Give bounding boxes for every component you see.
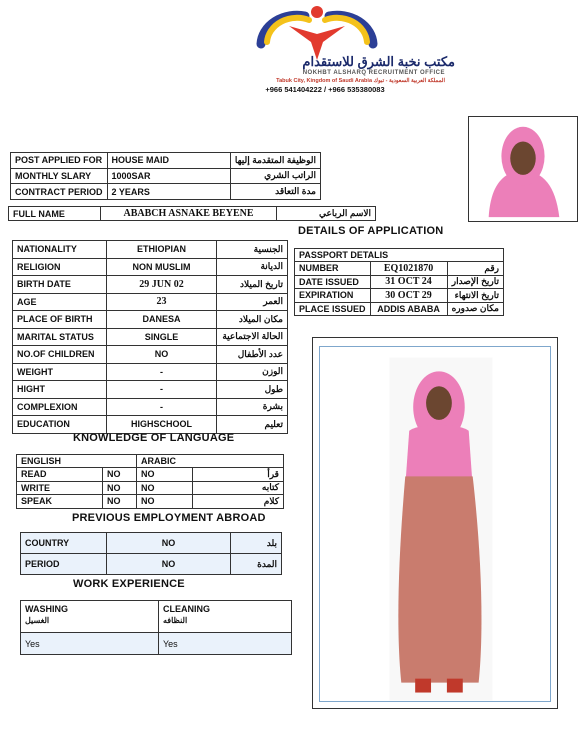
value: NO	[107, 554, 231, 575]
passport-table	[294, 248, 504, 316]
work-value: Yes	[21, 633, 159, 655]
passport-title: PASSPORT DETALIS	[295, 249, 504, 262]
label: PERIOD	[21, 554, 107, 575]
employment-title: PREVIOUS EMPLOYMENT ABROAD	[72, 512, 266, 524]
value: HIGHSCHOOL	[107, 416, 217, 434]
work-label: CLEANING	[163, 604, 210, 614]
table-row	[17, 481, 284, 495]
label: BIRTH DATE	[13, 276, 107, 294]
company-arabic-name: مكتب نخبة الشرق للاستقدام	[302, 54, 455, 69]
label: READ	[17, 468, 103, 482]
arabic-label: قرأ	[193, 468, 284, 482]
label: WEIGHT	[13, 363, 107, 381]
language-table	[16, 454, 284, 509]
company-phones: +966 541404222 / +966 535380083	[265, 85, 385, 94]
label: SPEAK	[17, 495, 103, 509]
label: COMPLEXION	[13, 398, 107, 416]
company-english-name: NOKHBT ALSHARQ RECRUITMENT OFFICE	[302, 70, 445, 76]
label: COUNTRY	[21, 533, 107, 554]
table-row	[295, 275, 504, 289]
value: 30 OCT 29	[370, 289, 447, 303]
arabic-label: الراتب الشري	[230, 168, 320, 184]
table-row	[17, 455, 284, 468]
portrait-photo	[468, 116, 578, 222]
table-row	[21, 554, 282, 575]
full-name-value: ABABCH ASNAKE BEYENE	[101, 207, 277, 221]
table-row	[13, 241, 288, 259]
work-label: WASHING	[25, 604, 69, 614]
value: 2 YEARS	[107, 184, 230, 200]
table-row	[21, 633, 292, 655]
table-row	[13, 311, 288, 329]
arabic-label: العمر	[217, 293, 288, 311]
details-title: DETAILS OF APPLICATION	[298, 225, 444, 237]
arabic-label: رقم	[447, 262, 503, 276]
table-row	[13, 416, 288, 434]
language-title: KNOWLEDGE OF LANGUAGE	[73, 432, 235, 444]
label: RELIGION	[13, 258, 107, 276]
label: NUMBER	[295, 262, 371, 276]
arabic-label: تاريخ الإصدار	[447, 275, 503, 289]
table-row	[295, 249, 504, 262]
table-row	[21, 533, 282, 554]
table-row	[17, 495, 284, 509]
post-table	[10, 152, 321, 200]
header	[185, 4, 465, 96]
arabic-label: كتابه	[193, 481, 284, 495]
arabic-header: ARABIC	[137, 455, 284, 468]
table-row	[11, 153, 321, 169]
company-address: Tabuk City, Kingdom of Saudi Arabia المملكة العربية السعودية - تبوك	[276, 78, 445, 84]
label: MONTHLY SLARY	[11, 168, 108, 184]
work-item-cleaning	[159, 601, 292, 633]
employment-table	[20, 532, 282, 575]
label: CONTRACT PERIOD	[11, 184, 108, 200]
table-row	[13, 328, 288, 346]
value: 31 OCT 24	[370, 275, 447, 289]
label: EXPIRATION	[295, 289, 371, 303]
value: 29 JUN 02	[107, 276, 217, 294]
full-name-table	[8, 206, 376, 221]
label: AGE	[13, 293, 107, 311]
english-value: NO	[103, 468, 137, 482]
label: NO.OF CHILDREN	[13, 346, 107, 364]
arabic-label: الوزن	[217, 363, 288, 381]
value: -	[107, 381, 217, 399]
work-title: WORK EXPERIENCE	[73, 578, 185, 590]
value: 23	[107, 293, 217, 311]
arabic-value: NO	[137, 481, 193, 495]
table-row	[13, 293, 288, 311]
label: MARITAL STATUS	[13, 328, 107, 346]
value: ADDIS ABABA	[370, 302, 447, 316]
arabic-label: مدة التعاقد	[230, 184, 320, 200]
arabic-label: مكان صدوره	[447, 302, 503, 316]
arabic-label: طول	[217, 381, 288, 399]
table-row	[11, 184, 321, 200]
arabic-label: الحالة الاجتماعية	[217, 328, 288, 346]
label: PLACE OF BIRTH	[13, 311, 107, 329]
table-row	[13, 363, 288, 381]
table-row	[17, 468, 284, 482]
arabic-label: عدد الأطفال	[217, 346, 288, 364]
label: NATIONALITY	[13, 241, 107, 259]
full-name-arabic: الاسم الرباعي	[277, 207, 376, 221]
arabic-label: بشرة	[217, 398, 288, 416]
value: NO	[107, 533, 231, 554]
arabic-label: تعليم	[217, 416, 288, 434]
arabic-label: الديانة	[217, 258, 288, 276]
value: ETHIOPIAN	[107, 241, 217, 259]
value: NO	[107, 346, 217, 364]
personal-table	[12, 240, 288, 434]
arabic-label: مكان الميلاد	[217, 311, 288, 329]
arabic-value: NO	[137, 495, 193, 509]
value: 1000SAR	[107, 168, 230, 184]
arabic-label: بلد	[231, 533, 282, 554]
english-value: NO	[103, 481, 137, 495]
label: EDUCATION	[13, 416, 107, 434]
label: WRITE	[17, 481, 103, 495]
value: -	[107, 398, 217, 416]
english-header: ENGLISH	[17, 455, 137, 468]
english-value: NO	[103, 495, 137, 509]
table-row	[13, 381, 288, 399]
label: HIGHT	[13, 381, 107, 399]
value: -	[107, 363, 217, 381]
value: NON MUSLIM	[107, 258, 217, 276]
arabic-label: الجنسية	[217, 241, 288, 259]
table-row	[21, 601, 292, 633]
work-table	[20, 600, 292, 655]
table-row	[295, 289, 504, 303]
table-row	[13, 398, 288, 416]
label: DATE ISSUED	[295, 275, 371, 289]
arabic-label: كلام	[193, 495, 284, 509]
table-row	[13, 346, 288, 364]
arabic-label: الوظيفة المتقدمة إليها	[230, 153, 320, 169]
table-row	[295, 262, 504, 276]
work-arabic: الغسيل	[25, 616, 50, 625]
arabic-label: المدة	[231, 554, 282, 575]
table-row	[13, 258, 288, 276]
table-row	[13, 276, 288, 294]
table-row	[11, 168, 321, 184]
full-body-photo	[312, 337, 558, 709]
table-row	[295, 302, 504, 316]
arabic-value: NO	[137, 468, 193, 482]
value: DANESA	[107, 311, 217, 329]
label: PLACE ISSUED	[295, 302, 371, 316]
value: EQ1021870	[370, 262, 447, 276]
arabic-label: تاريخ الانتهاء	[447, 289, 503, 303]
work-item-washing	[21, 601, 159, 633]
table-row	[9, 207, 376, 221]
label: POST APPLIED FOR	[11, 153, 108, 169]
value: HOUSE MAID	[107, 153, 230, 169]
full-name-label: FULL NAME	[9, 207, 101, 221]
work-value: Yes	[159, 633, 292, 655]
work-arabic: النظافه	[163, 616, 188, 625]
arabic-label: تاريخ الميلاد	[217, 276, 288, 294]
value: SINGLE	[107, 328, 217, 346]
